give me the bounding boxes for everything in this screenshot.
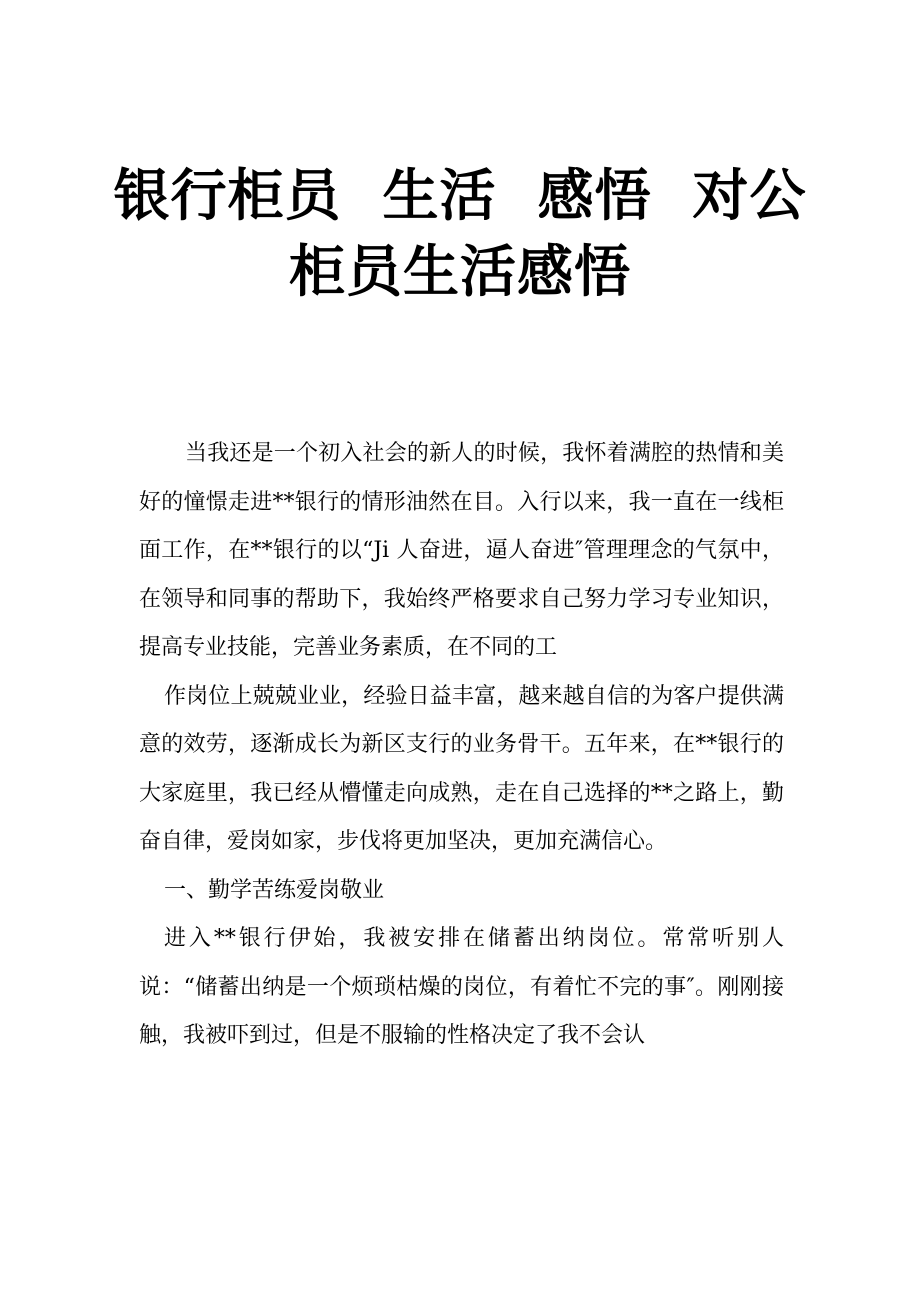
title-line-2: 柜员生活感悟	[289, 239, 631, 305]
section-heading: 一、勤学苦练爱岗敬业	[164, 877, 385, 903]
title-line-1: 银行柜员 生活 感悟 对公	[113, 163, 807, 229]
paragraph-section-one: 进入**银行伊始，我被安排在储蓄出纳岗位。常常听别人说：“储蓄出纳是一个烦琐枯燥的岗位，有着忙不完的事″。刚刚接触，我被吓到过，但是不服输的性格决定了我不会认	[139, 926, 784, 1048]
paragraph-intro: 当我还是一个初入社会的新人的时候，我怀着满腔的热情和美好的憧憬走进**银行的情形油然在目。入行以来，我一直在一线柜面工作，在**银行的以“Ji 人奋进，逼人奋进″管理理念的气氛中，在领导和同事的帮助下，我始终严格要求自己努力学习专业知识，提高专业技能，完善业务素质，在不同的工	[139, 441, 784, 660]
paragraph-growth: 作岗位上兢兢业业，经验日益丰富，越来越自信的为客户提供满意的效劳，逐渐成长为新区支行的业务骨干。五年来，在**银行的大家庭里，我已经从懵懂走向成熟，走在自己选择的**之路上，勤奋自律，爱岗如家，步伐将更加坚决，更加充满信心。	[139, 683, 784, 854]
document-body	[139, 430, 784, 1061]
document-title	[100, 158, 820, 310]
